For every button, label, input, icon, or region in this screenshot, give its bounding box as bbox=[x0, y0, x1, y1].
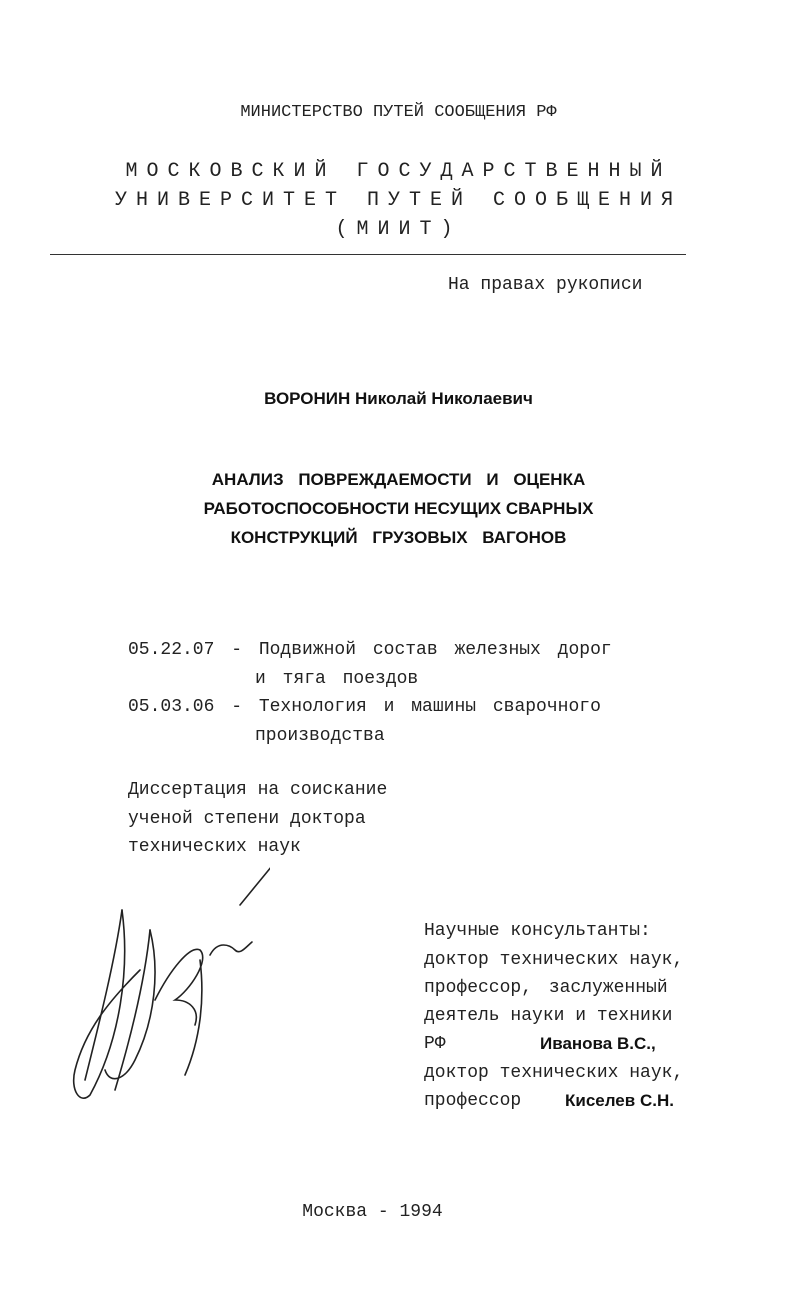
manuscript-note: На правах рукописи bbox=[448, 275, 643, 295]
consultant-2-title: профессор bbox=[424, 1091, 522, 1111]
dissertation-line-1: Диссертация на соискание bbox=[128, 780, 388, 800]
consultant-1-honor-suffix: РФ bbox=[424, 1034, 446, 1054]
consultant-2-name: Киселев С.Н. bbox=[565, 1091, 674, 1110]
header-divider bbox=[50, 254, 686, 255]
specialty-2-line2: производства bbox=[255, 726, 385, 746]
consultant-1-degree: доктор технических наук, bbox=[424, 950, 684, 970]
consultants-heading: Научные консультанты: bbox=[424, 921, 651, 941]
title-line-3: КОНСТРУКЦИЙ ГРУЗОВЫХ ВАГОНОВ bbox=[230, 528, 567, 547]
university-name-line1: МОСКОВСКИЙ ГОСУДАРСТВЕННЫЙ bbox=[125, 160, 672, 183]
handwritten-signature bbox=[60, 850, 270, 1110]
dissertation-line-3: технических наук bbox=[128, 837, 301, 857]
specialty-1-line2: и тяга поездов bbox=[255, 669, 419, 689]
dissertation-line-2: ученой степени доктора bbox=[128, 809, 366, 829]
consultant-1-honor: деятель науки и техники bbox=[424, 1006, 673, 1026]
specialty-2-line1: 05.03.06 - Технология и машины сварочного bbox=[128, 697, 601, 717]
author-name: ВОРОНИН Николай Николаевич bbox=[264, 389, 533, 408]
title-line-2: РАБОТОСПОСОБНОСТИ НЕСУЩИХ СВАРНЫХ bbox=[203, 499, 594, 518]
consultant-1-name: Иванова В.С., bbox=[540, 1034, 656, 1053]
title-line-1: АНАЛИЗ ПОВРЕЖДАЕМОСТИ И ОЦЕНКА bbox=[211, 470, 586, 489]
university-abbreviation: (МИИТ) bbox=[335, 218, 462, 241]
ministry-heading: МИНИСТЕРСТВО ПУТЕЙ СООБЩЕНИЯ РФ bbox=[240, 103, 557, 122]
specialty-1-line1: 05.22.07 - Подвижной состав железных дорог bbox=[128, 640, 612, 660]
university-name-line2: УНИВЕРСИТЕТ ПУТЕЙ СООБЩЕНИЯ bbox=[114, 189, 683, 212]
consultant-2-degree: доктор технических наук, bbox=[424, 1063, 684, 1083]
city-year-footer: Москва - 1994 bbox=[302, 1202, 443, 1222]
consultant-1-title: профессор, заслуженный bbox=[424, 978, 668, 998]
